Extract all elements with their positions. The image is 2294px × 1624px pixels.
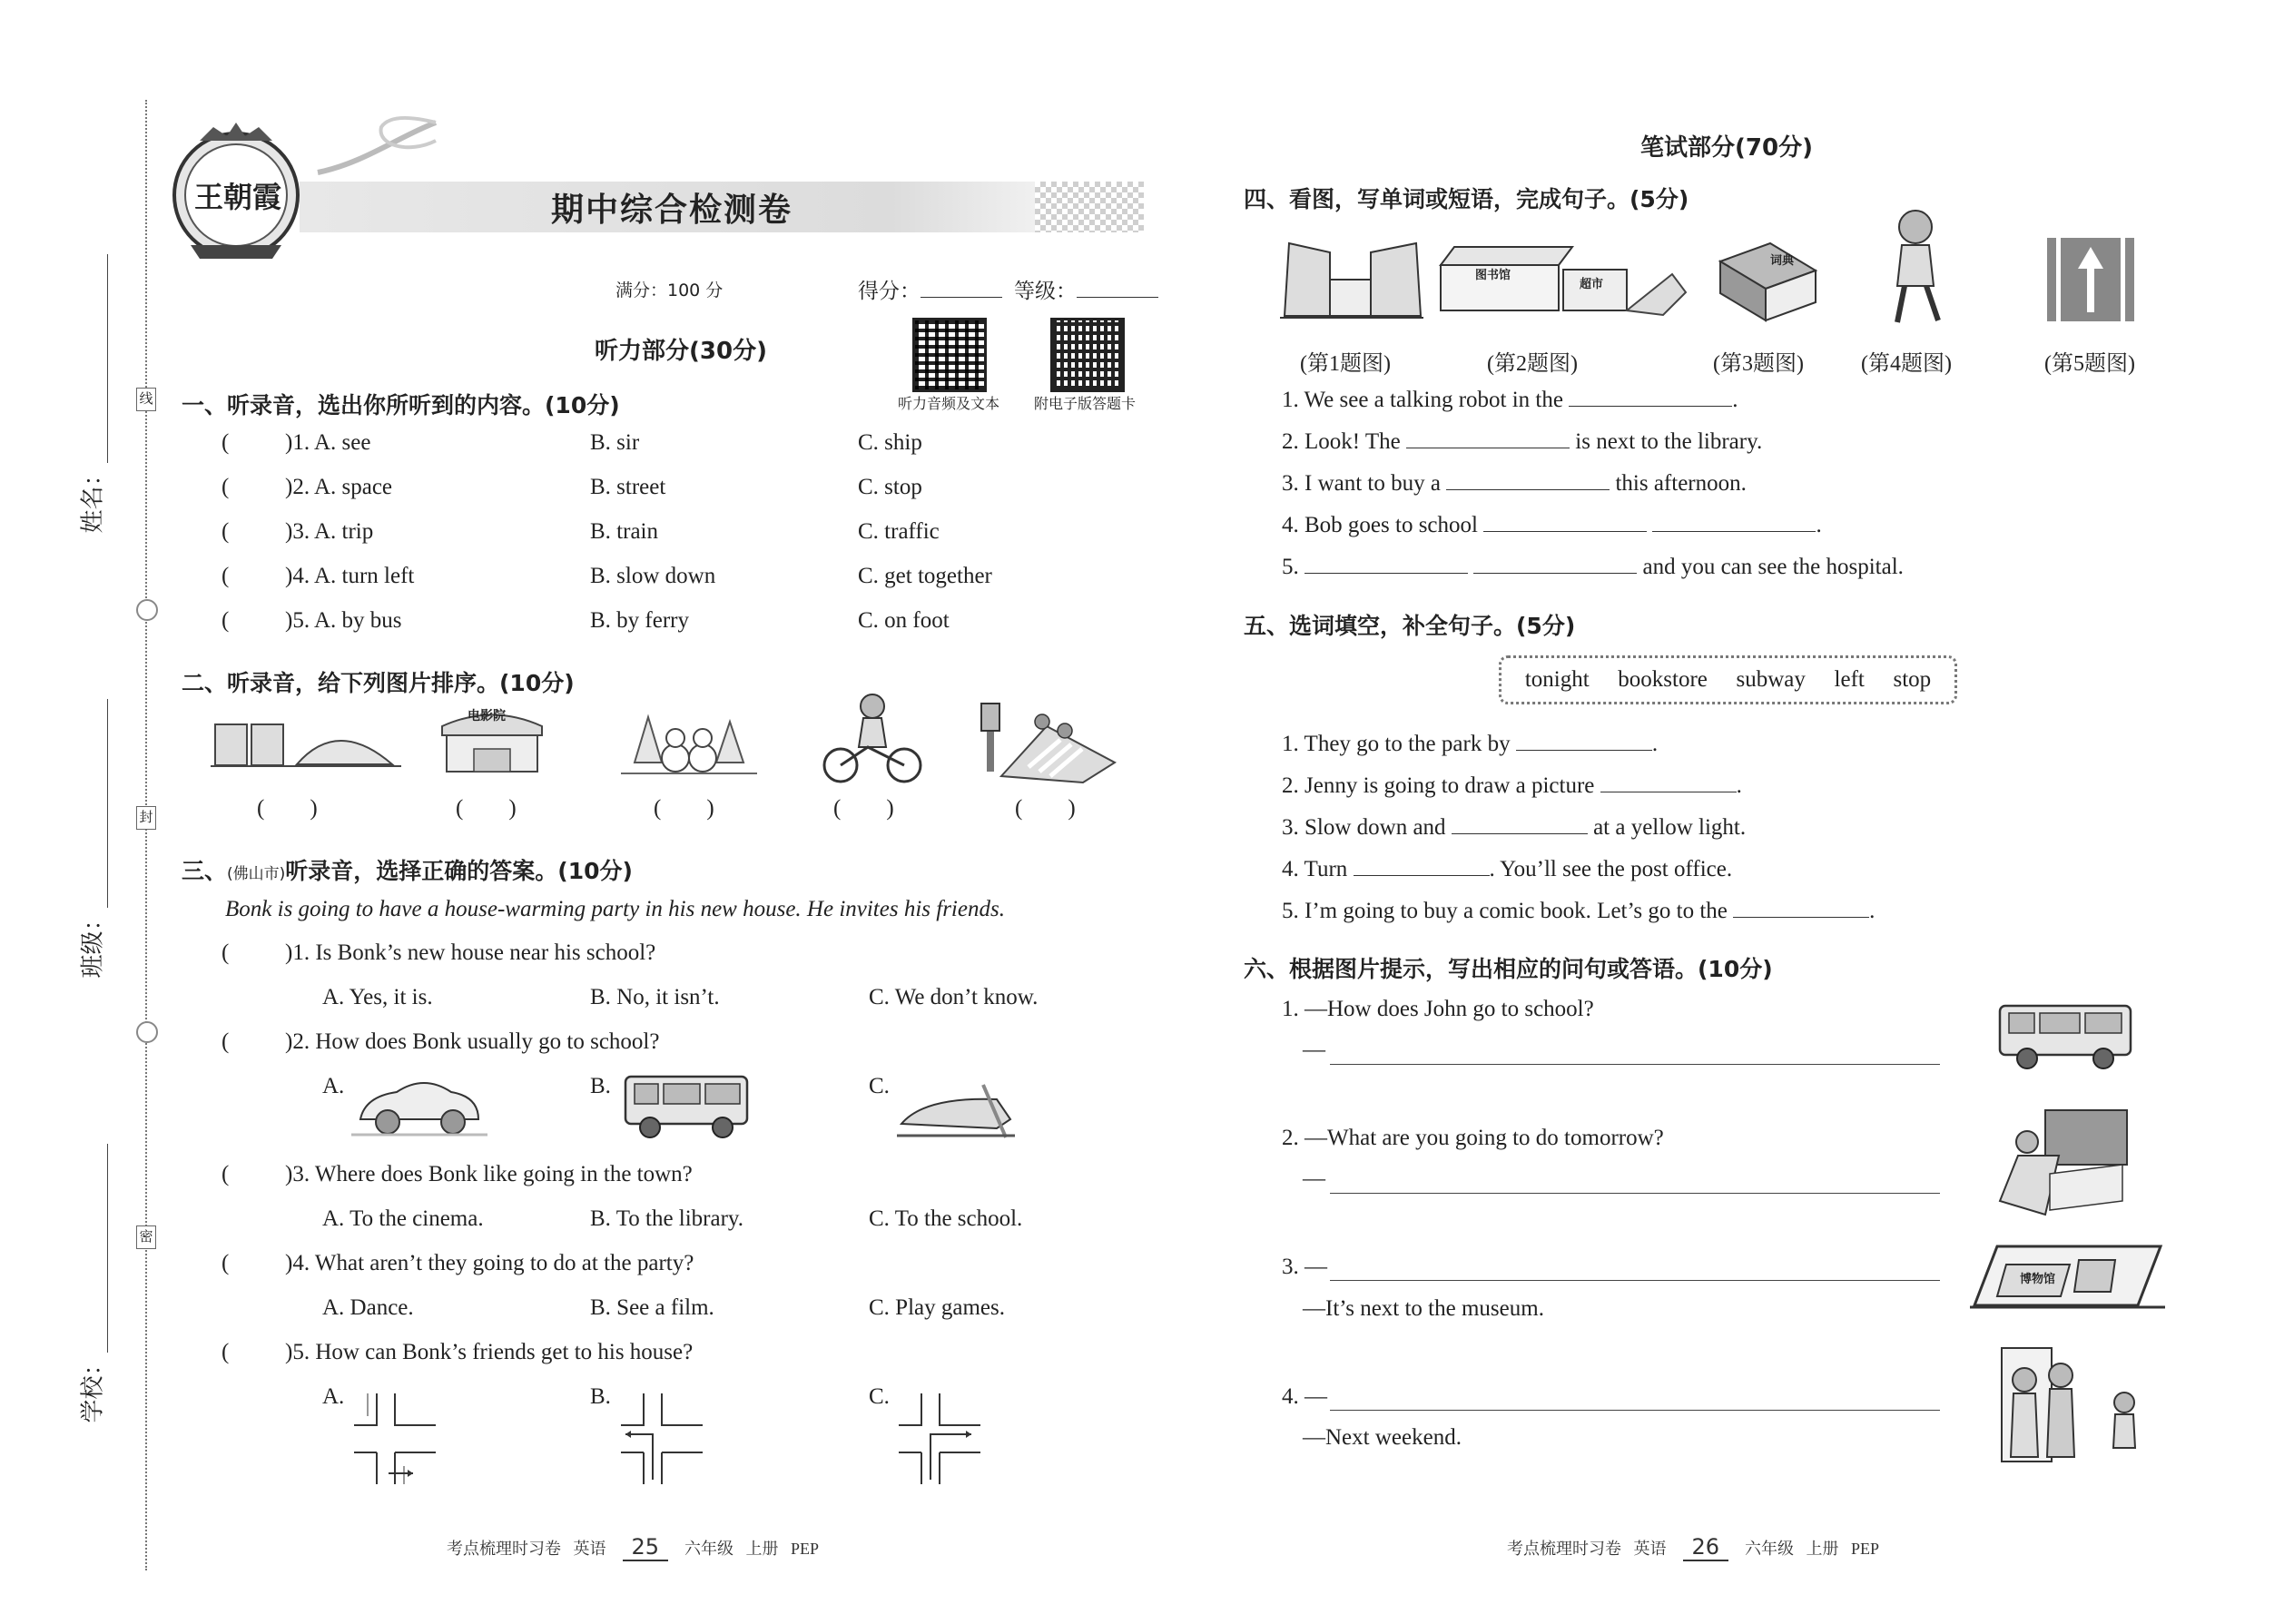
s5-blank-5[interactable] [1733,897,1869,918]
s6-answer-line-1[interactable] [1330,1064,1940,1065]
s4-blank-4a[interactable] [1483,511,1647,532]
section1-heading: 一、听录音，选出你所听到的内容。(10分) [182,392,620,418]
s4-blank-4b[interactable] [1652,511,1816,532]
writing-title: 笔试部分(70分) [1640,134,1813,162]
library-sign: 图书馆 [1475,269,1511,282]
s4-blank-1[interactable] [1569,386,1732,407]
s6-q1-line1: 1. —How does John go to school? [1282,997,1594,1021]
s5-blank-3[interactable] [1452,813,1588,834]
s6-q4-line2: —Next weekend. [1303,1425,1462,1450]
s6-bus-picture [1993,999,2138,1071]
school-label: 学校： [79,1352,107,1423]
qr-code-answer-card[interactable] [1050,318,1125,392]
girl-on-bike-picture [822,688,922,788]
bus-picture [618,1069,754,1142]
science-museum-picture [211,717,401,772]
qr-code-audio[interactable] [912,318,987,392]
banner-checker [1035,182,1144,232]
s4-item-3: 3. I want to buy a this afternoon. [1282,471,1747,496]
crossing-picture [974,699,1119,785]
full-score: 满分：100 分 [615,281,724,300]
s4-caption-4: (第4题图) [1861,352,1952,376]
word-bank-item: tonight [1524,667,1590,692]
s4-item-1: 1. We see a talking robot in the . [1282,388,1738,412]
library-supermarket-picture [1436,238,1690,320]
seal-mark-2: 封 [136,806,156,830]
s5-item-1: 1. They go to the park by . [1282,732,1659,756]
s2-answer-5[interactable]: ( ) [1015,796,1076,821]
s2-answer-3[interactable]: ( ) [654,796,714,821]
page-number-26: 26 [1683,1534,1729,1561]
s4-caption-5: (第5题图) [2044,352,2135,376]
family-picture [1997,1343,2156,1471]
s6-answer-line-4[interactable] [1330,1410,1940,1411]
s5-item-3: 3. Slow down and at a yellow light. [1282,815,1747,840]
s6-q3-line1: 3. — [1282,1255,1327,1279]
s4-blank-2[interactable] [1406,428,1570,448]
s6-q2-line2: — [1303,1166,1325,1191]
s4-caption-2: (第2题图) [1487,352,1578,376]
listening-title: 听力部分(30分) [595,338,767,365]
route-map-b [621,1393,703,1484]
s4-item-4: 4. Bob goes to school . [1282,513,1822,537]
word-bank [1499,655,1957,704]
swirl-icon [136,1021,158,1043]
qr2-caption: 附电子版答题卡 [1033,395,1136,412]
museum-sign: 博物馆 [2020,1273,2056,1286]
s2-answer-1[interactable]: ( ) [257,796,318,821]
class-field[interactable] [73,699,109,989]
school-field[interactable] [73,1144,109,1425]
s6-q2-line1: 2. —What are you going to do tomorrow? [1282,1126,1664,1150]
dictionary-label: 词典 [1770,254,1795,268]
swirl-icon [136,599,158,621]
snowmen-picture [621,699,757,781]
word-bank-item: left [1834,667,1865,692]
seal-mark-1: 线 [136,388,156,411]
s5-blank-2[interactable] [1600,772,1737,792]
name-field[interactable] [73,254,109,545]
section6-heading: 六、根据图片提示，写出相应的问句或答语。(10分) [1244,956,1773,982]
word-bank-item: bookstore [1618,667,1708,692]
grade-label: 等级： [1014,280,1077,303]
class-label: 班级： [79,907,107,979]
s5-item-4: 4. Turn . You’ll see the post office. [1282,857,1733,881]
car-picture [351,1069,487,1142]
s6-answer-line-2[interactable] [1330,1193,1940,1194]
route-map-c [899,1393,980,1484]
supermarket-sign: 超市 [1580,278,1604,291]
route-map-a [354,1393,436,1484]
cinema-audience-picture [1995,1101,2132,1219]
s5-blank-4[interactable] [1354,855,1490,876]
train-picture [897,1074,1015,1147]
s5-blank-1[interactable] [1516,730,1652,751]
s5-item-5: 5. I’m going to buy a comic book. Let’s go to the . [1282,899,1876,923]
qr1-caption: 听力音频及文本 [897,395,999,412]
section4-heading: 四、看图，写单词或短语，完成句子。(5分) [1244,186,1689,212]
word-bank-item: subway [1736,667,1806,692]
grade-field[interactable] [1014,274,1158,304]
exam-title: 期中综合检测卷 [550,192,793,229]
word-bank-item: stop [1893,667,1932,692]
s4-caption-3: (第3题图) [1713,352,1804,376]
page-number-25: 25 [623,1534,669,1561]
s6-q3-line2: —It’s next to the museum. [1303,1296,1544,1321]
s4-blank-3[interactable] [1446,469,1610,490]
s4-blank-5a[interactable] [1305,553,1468,574]
go-straight-sign-picture [2047,238,2134,321]
score-label: 得分： [858,280,921,303]
s2-answer-2[interactable]: ( ) [456,796,517,821]
section3-heading: 三、(佛山市)听录音，选择正确的答案。(10分) [182,858,633,884]
s4-item-2: 2. Look! The is next to the library. [1282,429,1763,454]
section5-heading: 五、选词填空，补全句子。(5分) [1244,613,1576,639]
s6-q4-line1: 4. — [1282,1384,1327,1409]
s3-intro: Bonk is going to have a house-warming party in his new house. He invites his friends. [225,897,1005,921]
s4-item-5: 5. and you can see the hospital. [1282,555,1904,579]
binding-dotted-line [145,100,147,1570]
score-field[interactable] [858,274,1002,304]
footer-left: 考点梳理时习卷 英语 25 六年级 上册 PEP [447,1534,820,1560]
footer-right: 考点梳理时习卷 英语 26 六年级 上册 PEP [1507,1534,1880,1560]
s6-answer-line-3[interactable] [1330,1280,1940,1281]
s6-q1-line2: — [1303,1038,1325,1062]
s4-caption-1: (第1题图) [1300,352,1391,376]
s4-blank-5b[interactable] [1473,553,1637,574]
name-label: 姓名： [79,462,107,534]
cinema-sign: 电影院 [468,709,506,723]
museum-map-picture [1970,1242,2165,1314]
logo-text: 王朝霞 [193,180,281,214]
s5-item-2: 2. Jenny is going to draw a picture . [1282,773,1742,798]
seal-mark-3: 密 [136,1225,156,1249]
section2-heading: 二、听录音，给下列图片排序。(10分) [182,670,575,696]
dictionary-picture [1707,234,1823,325]
s2-answer-4[interactable]: ( ) [833,796,894,821]
science-museum-building-picture [1280,234,1423,325]
walking-boy-picture [1870,204,1961,331]
